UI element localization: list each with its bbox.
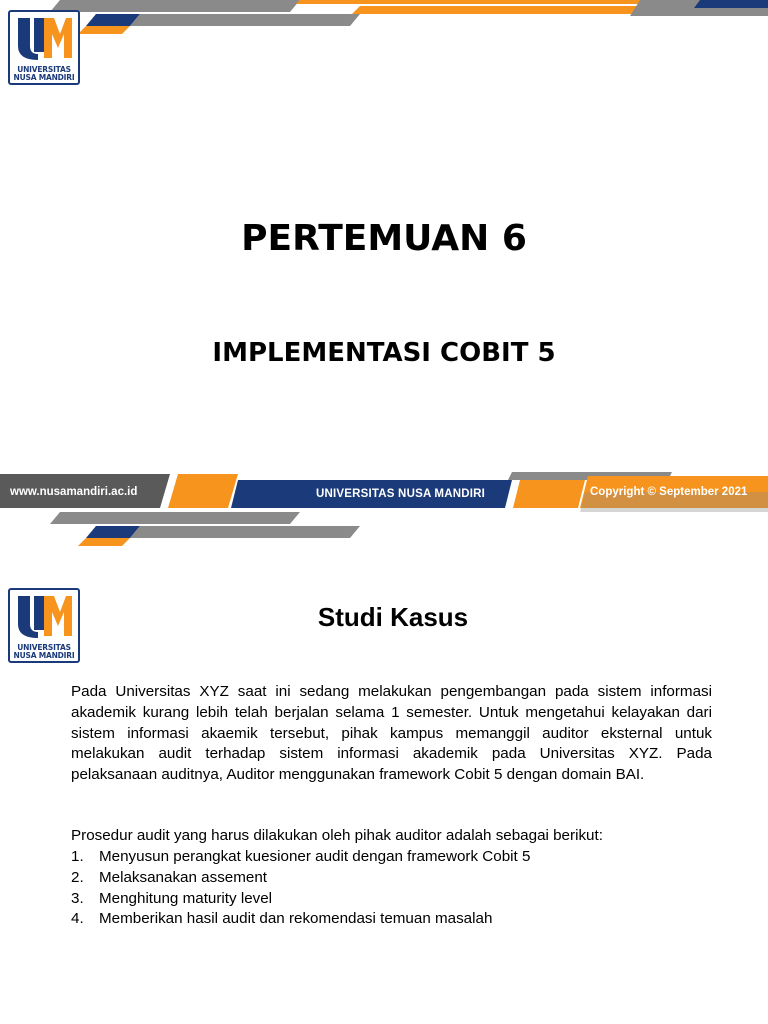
step-number: 1. [71, 848, 84, 865]
header-stripes [0, 0, 768, 40]
slide-footer [0, 472, 768, 512]
step-number: 4. [71, 910, 84, 928]
procedure-intro: Prosedur audit yang harus dilakukan oleh pihak auditor adalah sebagai berikut: [71, 827, 603, 844]
um-monogram-icon [10, 12, 78, 64]
slide-title: PERTEMUAN 6 [241, 218, 527, 259]
footer-university: UNIVERSITAS NUSA MANDIRI [316, 488, 486, 500]
step-text: Memberikan hasil audit dan rekomendasi temuan masalah [99, 910, 493, 928]
logo-line-2: NUSA MANDIRI [13, 651, 75, 660]
procedure-steps [71, 847, 712, 930]
footer-website: www.nusamandiri.ac.id [10, 486, 138, 498]
list-item [71, 909, 712, 930]
slide-subtitle: IMPLEMENTASI COBIT 5 [212, 338, 556, 368]
step-number: 3. [71, 889, 84, 907]
step-text: Menghitung maturity level [99, 889, 273, 907]
case-study-slide [0, 512, 768, 1024]
logo-line-1: UNIVERSITAS [17, 65, 71, 74]
step-number: 2. [71, 868, 84, 886]
step-text: Menyusun perangkat kuesioner audit dengan framework Cobit 5 [99, 848, 531, 865]
list-item [71, 868, 712, 889]
step-text: Melaksanakan assement [99, 868, 267, 886]
list-item [71, 847, 712, 868]
footer-copyright: Copyright © September 2021 [590, 486, 748, 498]
case-description: Pada Universitas XYZ saat ini sedang melakukan pengembangan pada sistem informasi akademik kurang lebih telah berjalan selama 1 semester. Untuk mengetahui kelayakan dari sistem informasi akaemik tersebut, pihak kampus memanggil auditor eksternal untuk melakukan audit terhadap sistem informasi akademik pada Universitas XYZ. Pada pelaksanaan auditnya, Auditor menggunakan framework Cobit 5 dengan domain BAI. [71, 683, 712, 784]
slide-title: Studi Kasus [317, 602, 469, 632]
logo-line-1: UNIVERSITAS [17, 643, 71, 652]
list-item [71, 889, 712, 910]
logo-line-2: NUSA MANDIRI [13, 73, 75, 82]
university-logo [8, 10, 80, 85]
header-stripes [0, 512, 768, 552]
